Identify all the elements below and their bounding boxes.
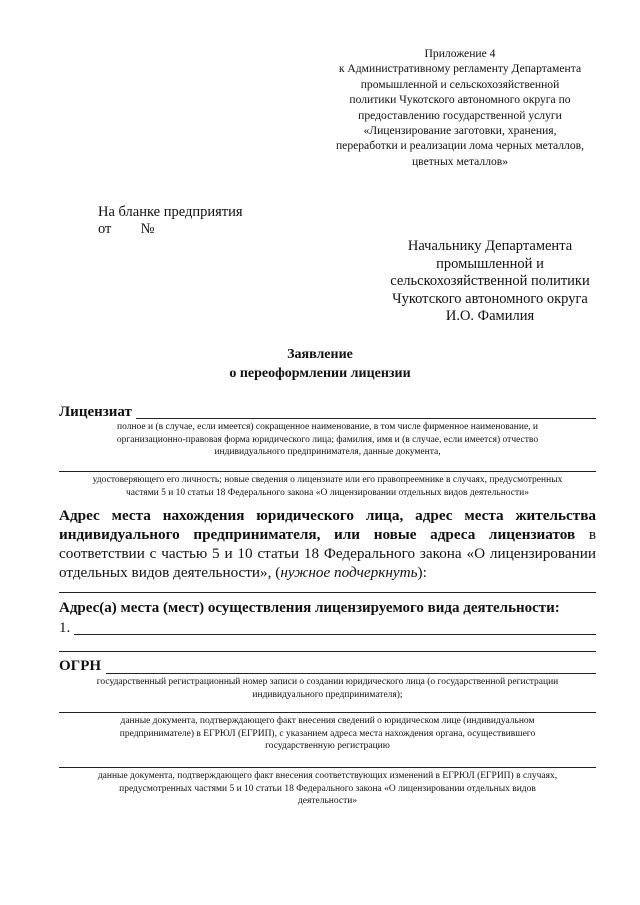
egrul-changes-field-line[interactable] [59,767,596,768]
address-tail-text: ): [417,564,427,581]
addressee-line: Чукотского автономного округа [392,290,588,307]
address-italic-text: нужное подчеркнуть [280,564,418,581]
hint-line: частями 5 и 10 статьи 18 Федерального закона «О лицензировании отдельных видов деятельности» [126,487,529,498]
licensee-hint-1 [59,421,596,459]
hint-line: предпринимателе) в ЕГРЮЛ (ЕГРИП), с указанием адреса места нахождения органа, осуществившего [119,728,536,739]
appendix-line: промышленной и сельскохозяйственной [360,77,560,91]
appendix-line: предоставлению государственной услуги [358,108,562,122]
ogrn-hint-3 [59,770,596,808]
appendix-line: к Административному регламенту Департамента [338,62,582,76]
activity-item-number: 1. [59,620,71,636]
hint-line: данные документа, подтверждающего факт внесения сведений о юридическом лице (индивидуальном [120,716,535,726]
addressee-line: Начальнику Департамента [407,238,573,254]
addressee-line: промышленной и [436,255,544,272]
addressee-line: сельскохозяйственной политики [390,273,590,290]
ogrn-hint-2 [59,715,596,753]
ogrn-hint-1 [59,676,596,701]
activity-field-line-1[interactable] [74,634,596,635]
hint-line: организационно-правовая форма юридического лица; фамилия, имя и (в случае, если имеется) отчество [116,434,539,445]
appendix-line: политики Чукотского автономного округа по [349,93,571,107]
licensee-label: Лицензиат [59,404,132,420]
ogrn-field-line[interactable] [106,673,596,674]
addressee-line: И.О. Фамилия [445,308,535,325]
appendix-line: Приложение 4 [424,47,496,60]
hint-line: государственный регистрационный номер записи о создании юридического лица (о государственной регистрации [96,677,559,687]
letterhead-date-number [98,221,155,238]
addressee-block [350,238,630,326]
hint-line: полное и (в случае, если имеется) сокращенное наименование, в том числе фирменное наименование, и [117,422,538,432]
hint-line: государственную регистрацию [265,741,390,751]
address-paragraph [59,506,596,582]
letterhead-note: На бланке предприятия [98,204,243,220]
licensee-field-line-2[interactable] [59,471,596,472]
appendix-line: цветных металлов» [411,154,509,168]
activity-field-line-2[interactable] [59,651,596,652]
appendix-line: переработки и реализации лома черных металлов, [335,139,585,153]
hint-line: деятельности» [297,796,358,806]
hint-line: удостоверяющего его личность; новые сведения о лицензиате или его правопреемнике в случаях, предусмотренных [92,475,563,485]
address-regular-text: в соответствии с частью 5 и 10 статьи 18 Федерального закона «О лицензировании отдельных видов деятельности», ( [59,526,597,581]
document-subtitle: о переоформлении лицензии [229,366,411,381]
document-title: Заявление [287,347,353,362]
activity-label: Адрес(а) места (мест) осуществления лицензируемого вида деятельности: [59,600,560,616]
hint-line: данные документа, подтверждающего факт внесения соответствующих изменений в ЕГРЮЛ (ЕГРИП) в случаях, [97,771,558,781]
hint-line: индивидуального предпринимателя, данные документа, [214,447,441,457]
appendix-line: «Лицензирование заготовки, хранения, [363,124,557,138]
egrul-field-line[interactable] [59,712,596,713]
hint-line: индивидуального предпринимателя); [252,689,403,700]
ogrn-label: ОГРН [59,658,102,674]
licensee-hint-2 [59,474,596,499]
licensee-field-line[interactable] [136,418,596,419]
address-field-line[interactable] [59,592,596,593]
address-bold-text: Адрес места нахождения юридического лица, адрес места жительства индивидуального предпринимателя, или новые адреса лицензиатов [59,507,596,543]
appendix-header [300,46,620,169]
hint-line: предусмотренных частями 5 и 10 статьи 18 Федерального закона «О лицензировании отдельных видов [119,783,536,794]
number-label: № [140,221,155,237]
date-label: от [98,221,112,237]
